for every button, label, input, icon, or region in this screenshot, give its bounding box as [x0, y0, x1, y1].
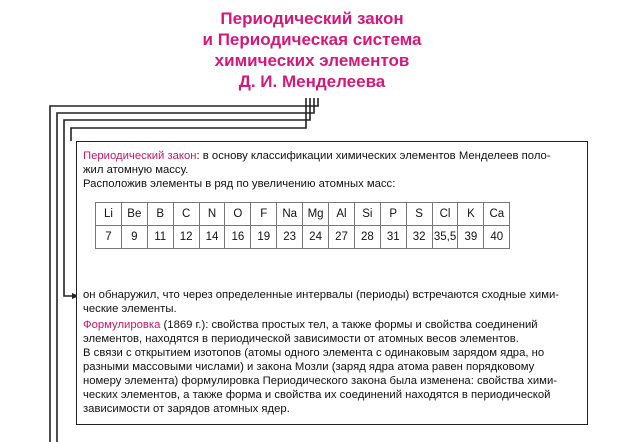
element-symbol-cell: Be: [121, 203, 147, 226]
element-mass-cell: 14: [199, 226, 225, 249]
masses-row: [96, 226, 510, 249]
discovery-line-1: он обнаружил, что через определенные интервалы (периоды) встречаются сходные хими-: [83, 289, 560, 301]
element-symbol-cell: P: [380, 203, 406, 226]
element-symbol-cell: Ca: [484, 203, 510, 226]
element-mass-cell: 19: [251, 226, 277, 249]
intro-text-1: : в основу классификации химических элементов Менделеев поло-: [196, 150, 551, 162]
formulation-text-1: (1869 г.): свойства простых тел, а также формы и свойства соединений: [160, 319, 538, 331]
element-symbol-cell: C: [173, 203, 199, 226]
element-symbol-cell: F: [251, 203, 277, 226]
element-mass-cell: 39: [458, 226, 484, 249]
element-symbol-cell: B: [147, 203, 173, 226]
element-mass-cell: 23: [277, 226, 303, 249]
element-mass-cell: 24: [303, 226, 329, 249]
element-mass-cell: 28: [354, 226, 380, 249]
element-symbol-cell: Al: [329, 203, 355, 226]
element-mass-cell: 40: [484, 226, 510, 249]
element-mass-cell: 16: [225, 226, 251, 249]
title-line-1: Периодический закон: [220, 9, 404, 28]
element-mass-cell: 27: [329, 226, 355, 249]
isotopes-line-1: В связи с открытием изотопов (атомы одного элемента с одинаковым зарядом ядра, но: [83, 347, 545, 359]
intro-term: Периодический закон: [83, 150, 197, 162]
title-line-2: и Периодическая система: [202, 30, 422, 49]
elements-table: [95, 202, 510, 249]
isotopes-line-5: зависимости от зарядов атомных ядер.: [83, 403, 290, 415]
element-symbol-cell: O: [225, 203, 251, 226]
element-symbol-cell: Cl: [432, 203, 458, 226]
element-mass-cell: 12: [173, 226, 199, 249]
intro-line-3: Расположив элементы в ряд по увеличению атомных масс:: [83, 178, 396, 190]
element-symbol-cell: Si: [354, 203, 380, 226]
formulation-term: Формулировка: [83, 319, 161, 331]
isotopes-line-3: номеру элемента) формулировка Периодического закона была изменена: свойства хими-: [83, 375, 558, 387]
element-symbol-cell: Mg: [303, 203, 329, 226]
element-mass-cell: 35,5: [432, 226, 458, 249]
title-line-3: химических элементов: [214, 51, 410, 70]
isotopes-line-2: разными массовыми числами) и закона Мозли (заряд ядра атома равен порядковому: [83, 361, 535, 373]
element-mass-cell: 32: [406, 226, 432, 249]
symbols-row: [96, 203, 510, 226]
discovery-line-2: ческие элементы.: [83, 303, 177, 315]
element-mass-cell: 31: [380, 226, 406, 249]
element-mass-cell: 7: [96, 226, 122, 249]
element-symbol-cell: N: [199, 203, 225, 226]
isotopes-line-4: ческих элементов, а также форма и свойства их соединений находятся в периодической: [83, 389, 551, 401]
element-symbol-cell: Li: [96, 203, 122, 226]
element-symbol-cell: K: [458, 203, 484, 226]
formulation-line-1: [83, 318, 538, 332]
element-mass-cell: 11: [147, 226, 173, 249]
formulation-line-2: элементов, находятся в периодической зависимости от атомных весов элементов.: [83, 333, 519, 345]
element-symbol-cell: Na: [277, 203, 303, 226]
element-mass-cell: 9: [121, 226, 147, 249]
element-symbol-cell: S: [406, 203, 432, 226]
intro-line-1: [83, 149, 551, 163]
title-line-4: Д. И. Менделеева: [238, 72, 386, 91]
intro-line-2: жил атомную массу.: [83, 164, 189, 176]
